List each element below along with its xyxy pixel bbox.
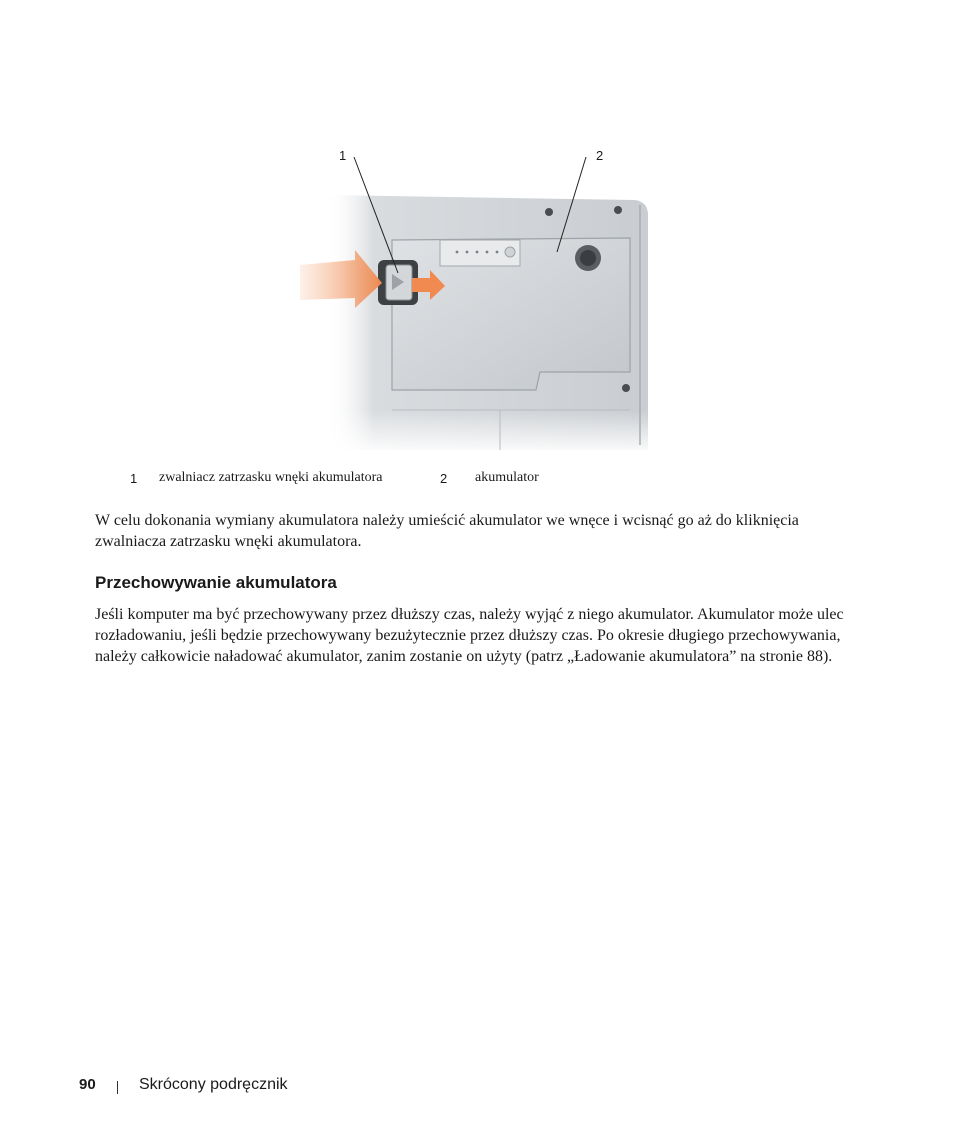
battery-illustration [300,140,660,455]
section-heading: Przechowywanie akumulatora [95,573,337,592]
page-footer [0,1076,954,1098]
footer-title: Skrócony podręcznik [139,1076,288,1093]
legend-text-1: zwalniacz zatrzasku wnęki akumulatora [159,470,383,485]
legend-num-2: 2 [440,471,448,486]
callout-1: 1 [339,148,347,163]
footer-separator [117,1081,118,1094]
paragraph-storage: Jeśli komputer ma być przechowywany przez dłuższy czas, należy wyjąć z niego akumulator. Akumulator może ulec rozładowaniu, jeśli będzie przechowywany bezużytecznie przez dłuższy czas. Po okresie długiego przechowywania, należy całkowicie naładować akumulator, zanim zostanie on użyty (patrz „Ładowanie akumulatora” na stronie 88). [95,606,844,665]
legend-text-2: akumulator [475,470,539,485]
legend-num-1: 1 [130,471,138,486]
paragraph-replace-battery: W celu dokonania wymiany akumulatora należy umieścić akumulator we wnęce i wcisnąć go aż do kliknięcia zwalniacza zatrzasku wnęki akumulatora. [95,512,799,550]
figure-legend [0,470,954,490]
page-number: 90 [79,1076,96,1093]
callout-2: 2 [596,148,604,163]
laptop-underside-image [300,140,660,455]
